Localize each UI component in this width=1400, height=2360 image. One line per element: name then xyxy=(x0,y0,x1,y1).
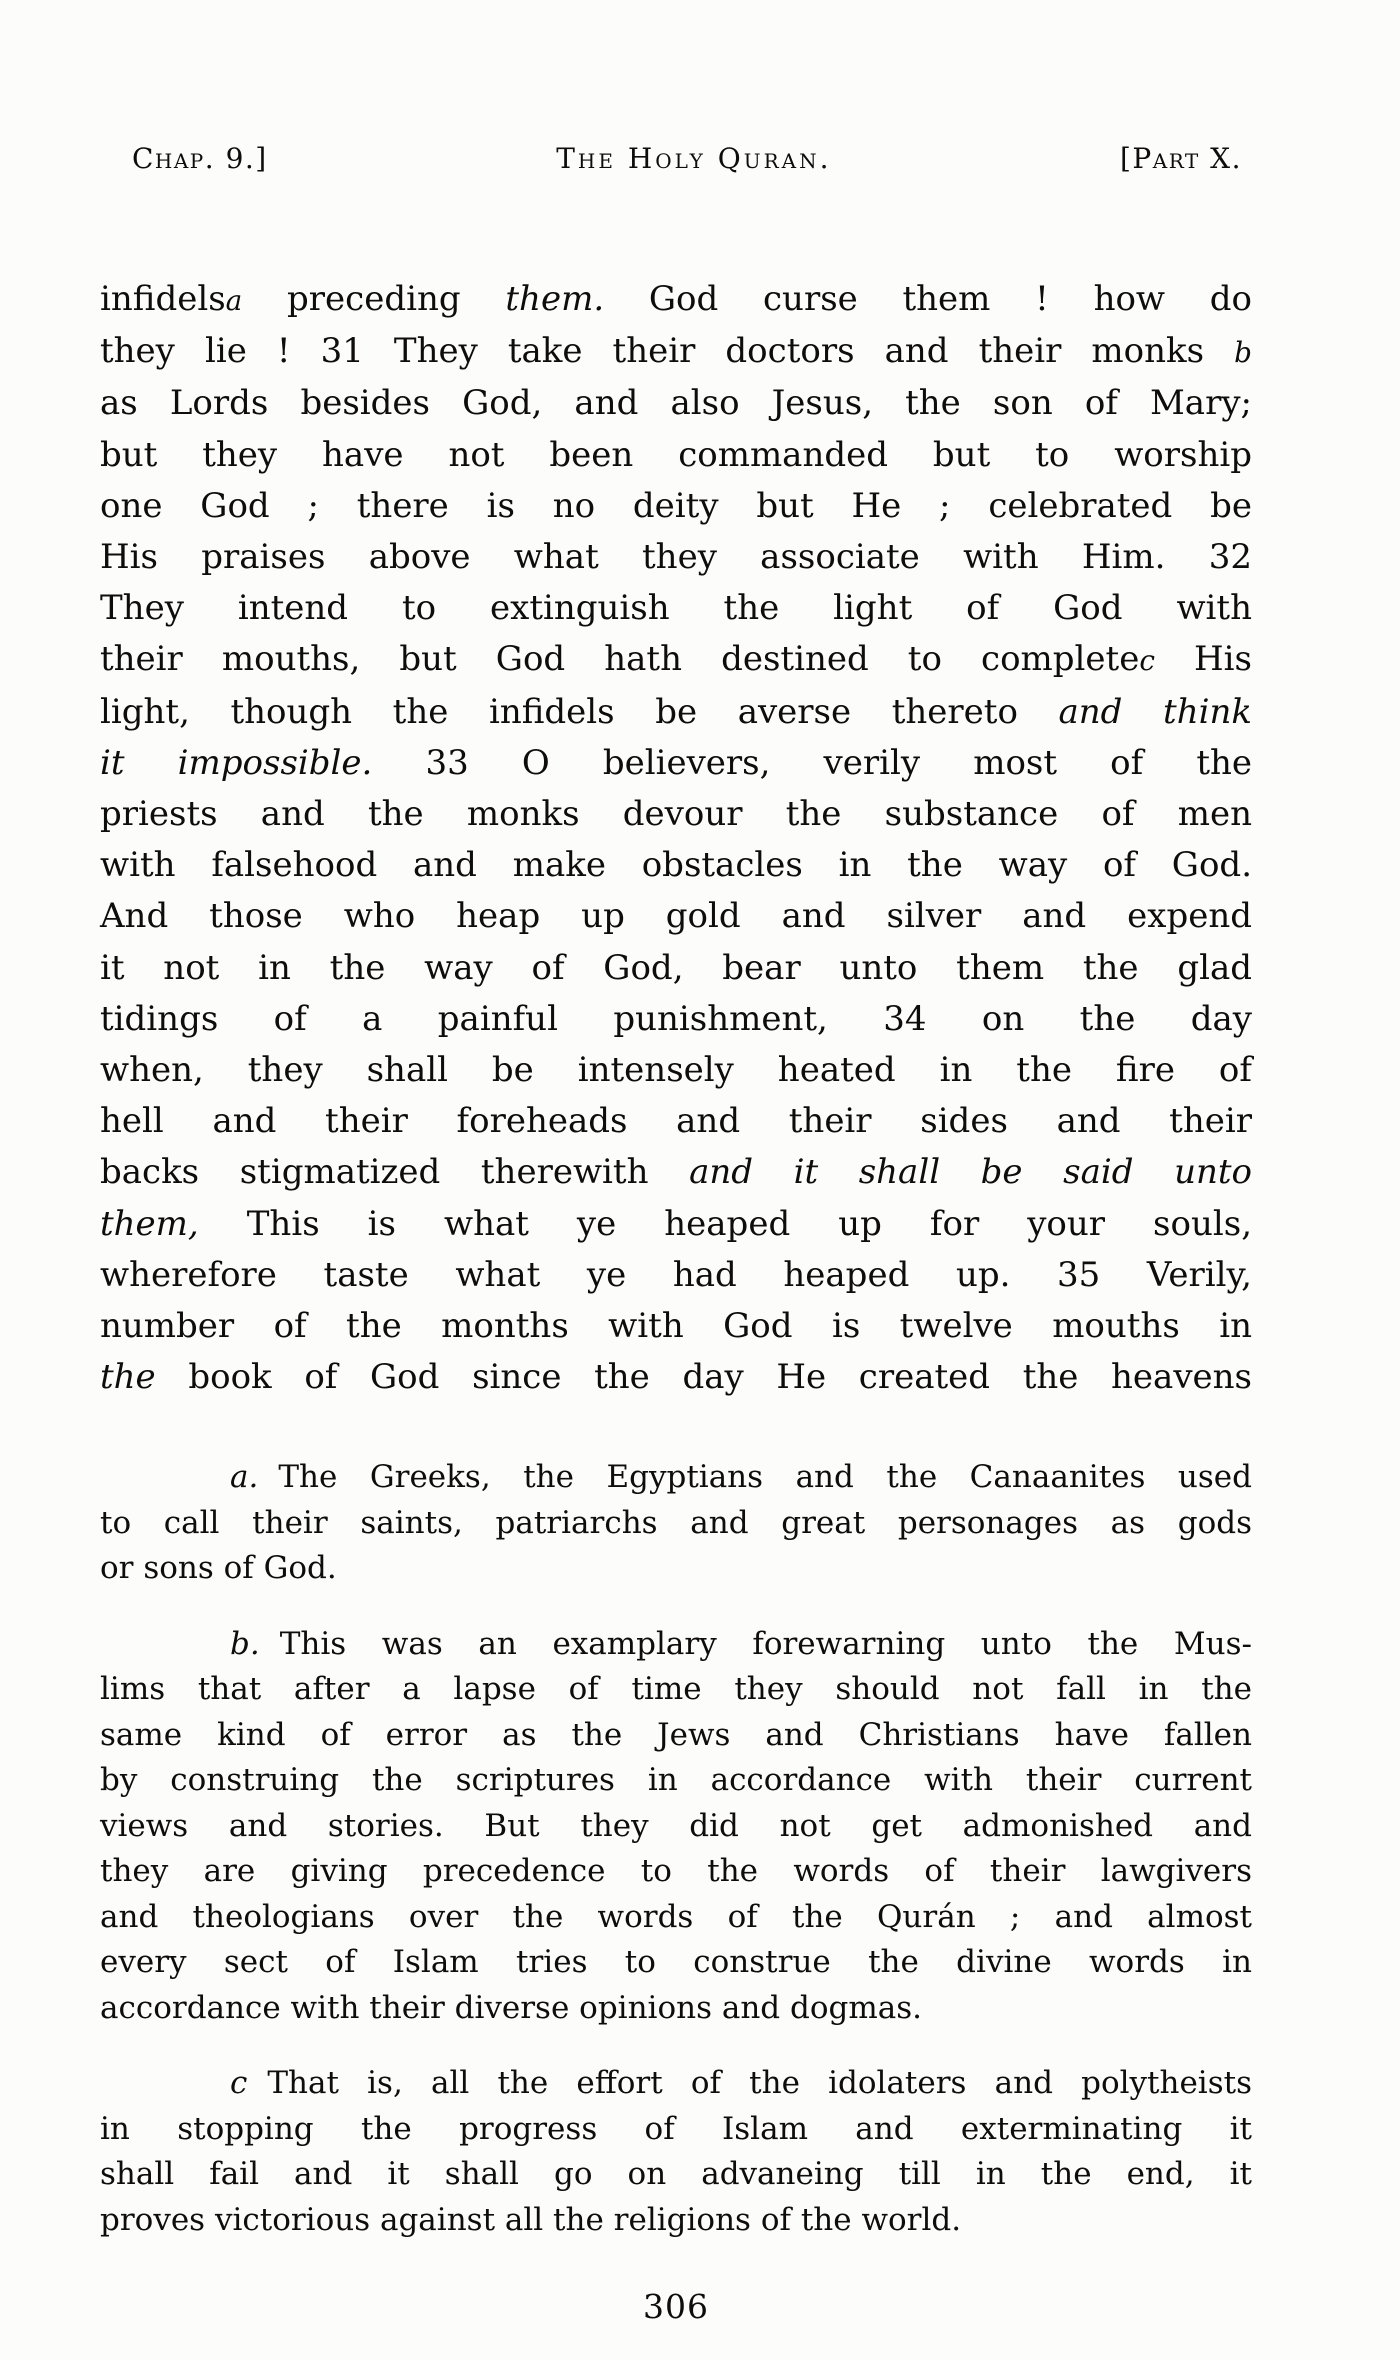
text-segment: when, they shall be intensely heated in the fire of xyxy=(100,1050,1252,1091)
footnote-line xyxy=(100,1849,1252,1895)
text-line xyxy=(100,943,1252,994)
text-line xyxy=(100,532,1252,583)
text-segment: their mouths, but God hath destined to complete xyxy=(100,639,1140,680)
text-segment: views and stories. But they did not get admonished and xyxy=(100,1807,1252,1844)
footnote-line xyxy=(100,1713,1252,1759)
footnote-marker: c xyxy=(230,2065,248,2102)
part-label: [Part X. xyxy=(1120,142,1242,175)
text-segment: hell and their foreheads and their sides and their xyxy=(100,1101,1252,1142)
footnote-marker: b. xyxy=(230,1625,260,1662)
text-line xyxy=(100,1199,1252,1250)
footnote xyxy=(100,1622,1252,2032)
text-segment: His praises above what they associate with Him. 32 xyxy=(100,537,1252,578)
footnote-marker: a xyxy=(225,284,243,317)
text-segment: in stopping the progress of Islam and exterminating it xyxy=(100,2110,1252,2147)
page-content xyxy=(100,0,1252,2326)
text-segment: shall fail and it shall go on advaneing till in the end, it xyxy=(100,2156,1252,2193)
text-line xyxy=(100,1045,1252,1096)
text-segment: them. xyxy=(505,279,605,319)
footnote-line xyxy=(100,1455,1252,1501)
text-segment: or sons of God. xyxy=(100,1550,337,1587)
footnote-line xyxy=(100,2152,1252,2198)
text-segment: it not in the way of God, bear unto them the glad xyxy=(100,947,1252,988)
footnote-line xyxy=(100,1622,1252,1668)
text-segment: priests and the monks devour the substance of men xyxy=(100,794,1252,835)
text-segment: wherefore taste what ye had heaped up. 35 Verily, xyxy=(100,1254,1252,1295)
text-segment: The Greeks, the Egyptians and the Canaanites used xyxy=(278,1459,1252,1496)
text-segment: That is, all the effort of the idolaters and polytheists xyxy=(267,2065,1252,2102)
footnote-line xyxy=(100,2107,1252,2153)
text-segment: number of the months with God is twelve mouths in xyxy=(100,1306,1252,1347)
text-line xyxy=(100,1250,1252,1301)
footnote-line xyxy=(100,1940,1252,1986)
text-line xyxy=(100,789,1252,840)
text-segment: as Lords besides God, and also Jesus, the son of Mary; xyxy=(100,383,1252,424)
footnote-line xyxy=(100,2061,1252,2107)
text-segment: backs stigmatized therewith xyxy=(100,1152,690,1193)
text-segment: lims that after a lapse of time they should not fall in the xyxy=(100,1671,1252,1708)
footnote-marker: a. xyxy=(230,1459,259,1496)
text-segment: one God ; there is no deity but He ; celebrated be xyxy=(100,485,1252,526)
text-segment: They intend to extinguish the light of God with xyxy=(100,588,1252,629)
text-segment: book of God since the day He created the heavens xyxy=(155,1357,1252,1398)
text-segment: God curse them ! how do xyxy=(604,279,1253,319)
body-text xyxy=(100,274,1252,1403)
text-segment: it impossible. xyxy=(100,742,373,783)
footnote-line xyxy=(100,1501,1252,1547)
footnote xyxy=(100,2061,1252,2243)
text-segment: light, though the infidels be averse thereto xyxy=(100,691,1059,732)
text-line xyxy=(100,840,1252,891)
text-segment: proves victorious against all the religions of the world. xyxy=(100,2201,962,2238)
footnote-line xyxy=(100,1546,1252,1592)
footnote-line xyxy=(100,1804,1252,1850)
footnote-line xyxy=(100,1895,1252,1941)
footnote xyxy=(100,1455,1252,1592)
text-segment: His xyxy=(1154,639,1253,680)
text-segment: them, xyxy=(100,1203,199,1244)
text-segment: with falsehood and make obstacles in the way of God. xyxy=(100,845,1252,886)
text-segment: and it shall be said unto xyxy=(689,1152,1252,1193)
text-segment: accordance with their diverse opinions and dogmas. xyxy=(100,1989,922,2026)
footnote-line xyxy=(100,1667,1252,1713)
text-segment: and theologians over the words of the Qurán ; and almost xyxy=(100,1898,1252,1935)
text-line xyxy=(100,1147,1252,1198)
chapter-label: Chap. 9.] xyxy=(132,142,268,175)
text-line xyxy=(100,430,1252,481)
text-segment: And those who heap up gold and silver and expend xyxy=(100,896,1252,937)
text-segment: This was an examplary forewarning unto the Mus- xyxy=(279,1625,1252,1662)
text-line xyxy=(100,738,1252,789)
text-segment: they lie ! 31 They take their doctors and their monks xyxy=(100,331,1235,372)
text-segment: and think xyxy=(1058,691,1252,732)
footnote-line xyxy=(100,1986,1252,2032)
text-line xyxy=(100,1096,1252,1147)
footnote-marker: b xyxy=(1234,336,1252,370)
text-segment: infidels xyxy=(100,279,226,319)
text-segment: by construing the scriptures in accordance with their current xyxy=(100,1762,1252,1799)
footnotes xyxy=(100,1455,1252,2243)
footnote-line xyxy=(100,1758,1252,1804)
text-line xyxy=(100,274,1252,326)
text-segment: but they have not been commanded but to worship xyxy=(100,434,1252,475)
text-line xyxy=(100,634,1252,686)
text-segment: This is what ye heaped up for your souls, xyxy=(198,1203,1252,1244)
text-line xyxy=(100,994,1252,1045)
text-line xyxy=(100,326,1252,378)
book-title: The Holy Quran. xyxy=(556,142,832,175)
text-line xyxy=(100,891,1252,942)
text-line xyxy=(100,583,1252,634)
text-line xyxy=(100,378,1252,429)
text-segment: they are giving precedence to the words of their lawgivers xyxy=(100,1853,1252,1890)
text-segment: every sect of Islam tries to construe the divine words in xyxy=(100,1944,1252,1981)
text-segment: the xyxy=(100,1357,156,1398)
footnote-marker: c xyxy=(1139,644,1155,678)
page-number: 306 xyxy=(643,2287,709,2327)
page-header xyxy=(100,142,1252,175)
text-segment: 33 O believers, verily most of the xyxy=(372,742,1252,783)
text-line xyxy=(100,481,1252,532)
text-line xyxy=(100,687,1252,738)
footnote-line xyxy=(100,2198,1252,2244)
text-segment: preceding xyxy=(242,279,506,319)
text-segment: to call their saints, patriarchs and great personages as gods xyxy=(100,1504,1252,1541)
text-line xyxy=(100,1301,1252,1352)
text-segment: tidings of a painful punishment, 34 on the day xyxy=(100,998,1252,1039)
text-segment: same kind of error as the Jews and Christians have fallen xyxy=(100,1716,1252,1753)
text-line xyxy=(100,1352,1252,1403)
